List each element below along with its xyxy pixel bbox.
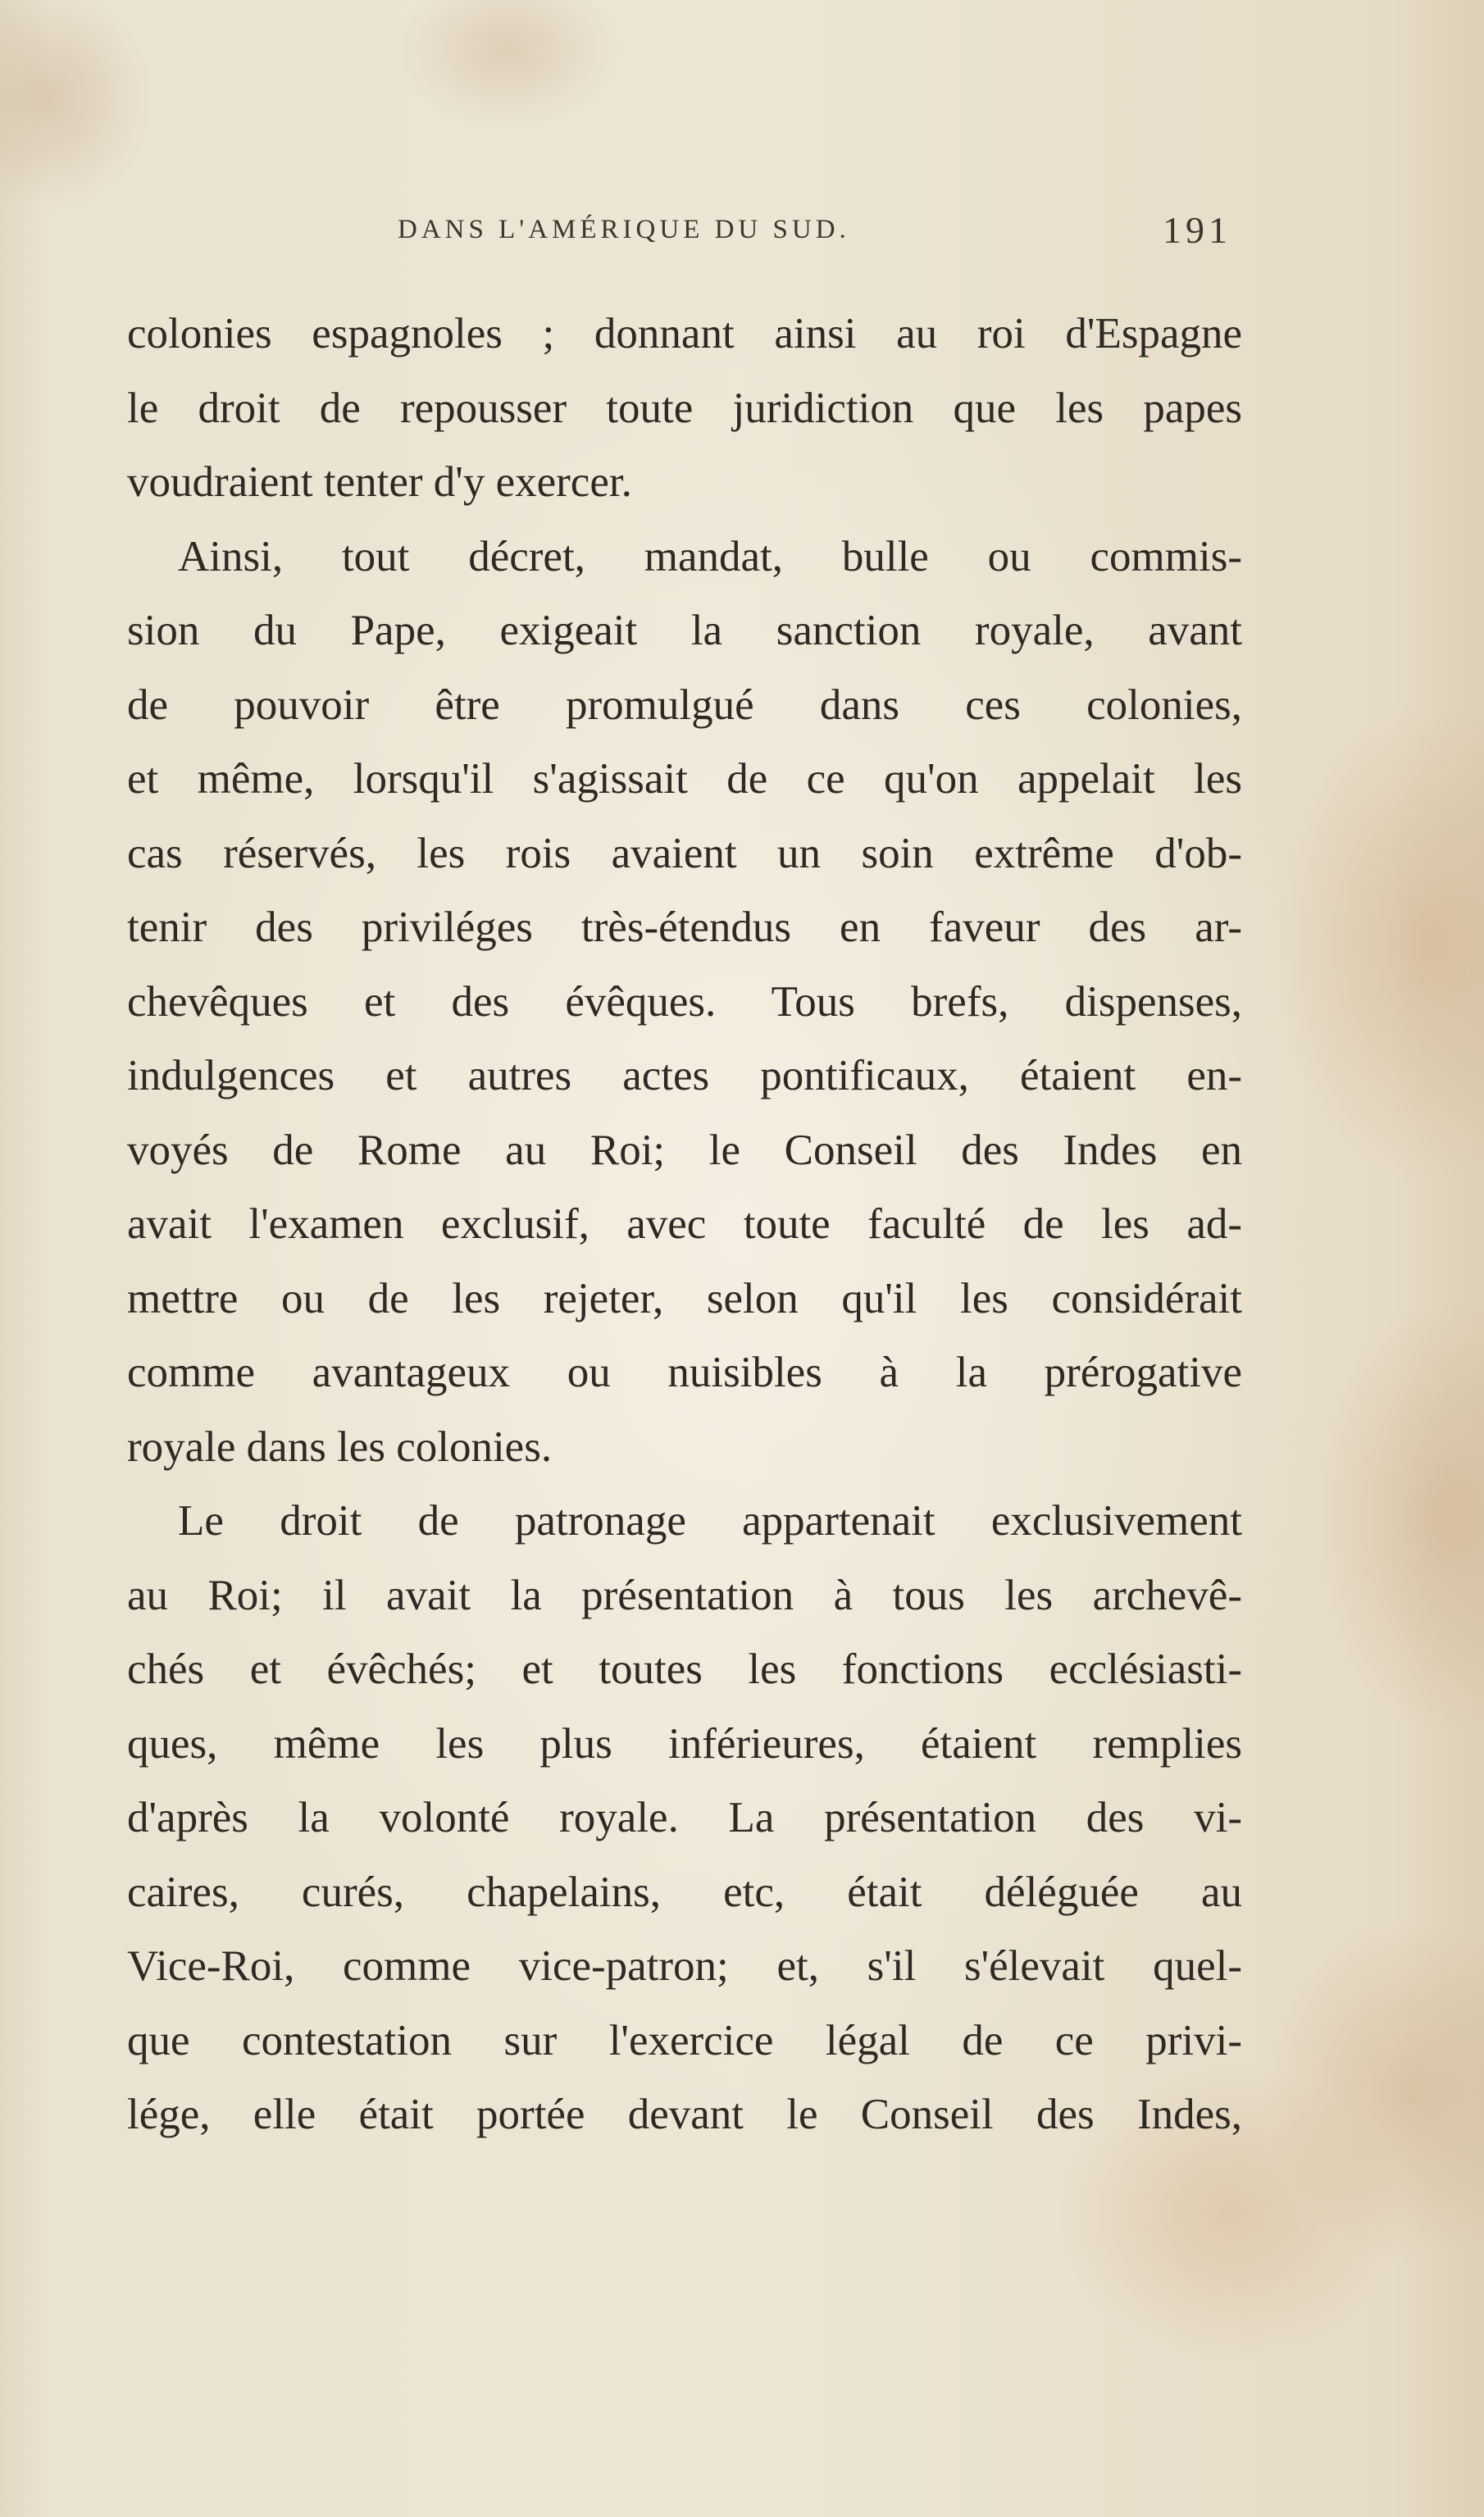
text-line: Ainsi, tout décret, mandat, bulle ou commis- — [178, 532, 1242, 580]
text-line: ques, même les plus inférieures, étaient remplies — [127, 1719, 1242, 1768]
page-number: 191 — [1163, 209, 1231, 251]
text-line: chés et évêchés; et toutes les fonctions ecclésiasti- — [127, 1645, 1242, 1693]
text-line: voudraient tenter d'y exercer. — [127, 458, 632, 506]
text-line: colonies espagnoles ; donnant ainsi au roi d'Espagne — [127, 310, 1242, 357]
text-line: de pouvoir être promulgué dans ces colonies, — [127, 680, 1242, 729]
text-line: caires, curés, chapelains, etc, était déléguée au — [127, 1868, 1242, 1916]
text-line: au Roi; il avait la présentation à tous les archevê- — [127, 1571, 1242, 1619]
running-head — [0, 209, 1484, 264]
text-line: comme avantageux ou nuisibles à la prérogative — [127, 1349, 1242, 1396]
text-line: tenir des priviléges très-étendus en faveur des ar- — [127, 903, 1242, 951]
text-line: Le droit de patronage appartenait exclusivement — [178, 1497, 1242, 1545]
body-text — [127, 297, 1242, 2152]
text-line: sion du Pape, exigeait la sanction royale, avant — [127, 607, 1242, 654]
text-line: voyés de Rome au Roi; le Conseil des Indes en — [127, 1126, 1242, 1174]
text-line: cas réservés, les rois avaient un soin extrême d'ob- — [127, 829, 1242, 877]
text-line: chevêques et des évêques. Tous brefs, dispenses, — [127, 977, 1242, 1026]
text-line: d'après la volonté royale. La présentation des vi- — [127, 1794, 1242, 1841]
text-line: avait l'examen exclusif, avec toute faculté de les ad- — [127, 1200, 1242, 1248]
text-line: le droit de repousser toute juridiction que les papes — [127, 384, 1242, 432]
text-line: indulgences et autres actes pontificaux, étaient en- — [127, 1052, 1242, 1099]
text-line: que contestation sur l'exercice légal de ce privi- — [127, 2016, 1242, 2064]
text-line: Vice-Roi, comme vice-patron; et, s'il s'élevait quel- — [127, 1942, 1242, 1990]
running-head-title: DANS L'AMÉRIQUE DU SUD. — [398, 215, 850, 244]
text-line: lége, elle était portée devant le Conseil des Indes, — [127, 2091, 1242, 2138]
text-line: royale dans les colonies. — [127, 1422, 553, 1471]
text-line: mettre ou de les rejeter, selon qu'il les considérait — [127, 1274, 1242, 1322]
text-line: et même, lorsqu'il s'agissait de ce qu'on appelait les — [127, 755, 1242, 803]
